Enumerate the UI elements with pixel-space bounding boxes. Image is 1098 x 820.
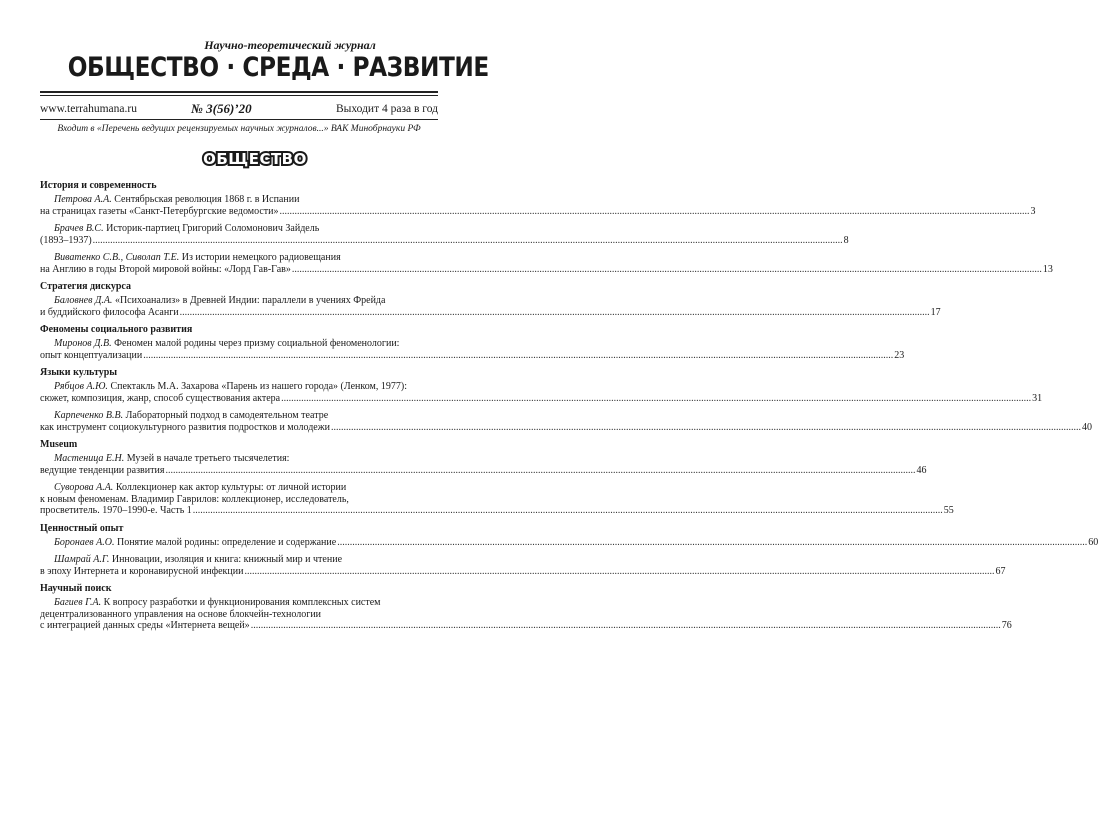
toc-entry-title-line: и буддийского философа Асанги	[40, 306, 179, 318]
toc-entry-line	[54, 252, 438, 264]
toc-entry-title-line: Инновации, изоляция и книга: книжный мир и чтение	[111, 554, 343, 565]
toc-page-number: 3	[1030, 205, 1036, 217]
toc-entry-line	[40, 421, 1092, 434]
toc-entry[interactable]	[54, 536, 1098, 549]
toc-entry-author: Мастеница Е.Н.	[54, 453, 125, 464]
toc-group	[40, 367, 1092, 433]
toc-category: Феномены социального развития	[40, 324, 193, 335]
toc-leader-dots: ............................................................................................................................................................................................................................................................................................................	[165, 464, 916, 476]
toc-entry-title-line: в эпоху Интернета и коронавирусной инфекции	[40, 565, 244, 577]
toc-entry-text	[40, 264, 291, 276]
toc-entry-line	[54, 453, 438, 465]
toc-entry-line	[40, 205, 1036, 218]
toc-page-number: 40	[1082, 421, 1092, 433]
header-rule-bottom	[40, 119, 438, 120]
toc-group	[40, 522, 1098, 578]
toc-entry-text	[40, 235, 92, 247]
toc-entry-line	[54, 338, 438, 350]
toc-entry-text	[54, 537, 336, 549]
toc-category: Языки культуры	[40, 367, 118, 378]
toc-entry-line	[54, 597, 438, 609]
toc-page-number: 13	[1042, 263, 1053, 275]
toc-group	[40, 180, 1053, 275]
toc-entry-line	[40, 609, 438, 621]
toc-entry-title-line: (1893–1937)	[40, 234, 92, 246]
toc-leader-dots: ............................................................................................................................................................................................................................................................................................................	[192, 505, 943, 516]
toc-entry[interactable]	[40, 223, 849, 246]
toc-entry-author: Рябцов А.Ю.	[54, 381, 108, 392]
header-rule-top	[40, 91, 438, 93]
toc-entry-title-line: Музей в начале третьего тысячелетия:	[126, 453, 290, 464]
toc-entry-title-line: просветитель. 1970–1990-е. Часть 1	[40, 505, 192, 516]
toc-entry-line	[40, 392, 1043, 405]
website-link[interactable]: www.terrahumana.ru	[40, 103, 137, 115]
journal-type: Научно-теоретический журнал	[204, 38, 376, 52]
table-of-contents	[40, 180, 1098, 638]
toc-entry-author: Виватенко С.В., Сиволап Т.Е.	[54, 252, 180, 263]
toc-entry-title-line: Историк-партиец Григорий Соломонович Зайдель	[106, 223, 320, 234]
toc-entry-author: Боронаев А.О.	[54, 536, 115, 548]
toc-entry[interactable]	[40, 381, 1043, 404]
toc-entry-line	[54, 381, 438, 393]
toc-entry[interactable]	[40, 194, 1036, 217]
toc-entry-title-line: опыт концептуализации	[40, 349, 143, 361]
toc-entry-title-line: на страницах газеты «Санкт-Петербургские ведомости»	[40, 205, 279, 217]
toc-category: Стратегия дискурса	[40, 281, 131, 292]
toc-entry[interactable]	[40, 338, 905, 361]
toc-leader-dots: ............................................................................................................................................................................................................................................................................................................	[291, 263, 1042, 275]
toc-entry-author: Багиев Г.А.	[54, 597, 102, 608]
toc-entry-line	[54, 482, 438, 494]
toc-entry-title-line: Сентябрьская революция 1868 г. в Испании	[114, 194, 300, 205]
toc-leader-dots: ............................................................................................................................................................................................................................................................................................................	[143, 349, 894, 361]
toc-entry-line	[40, 349, 905, 362]
toc-leader-dots: ............................................................................................................................................................................................................................................................................................................	[250, 620, 1001, 631]
toc-entry-text	[40, 350, 142, 362]
publication-frequency: Выходит 4 раза в год	[335, 103, 438, 115]
toc-entry-line	[54, 536, 1098, 549]
toc-group	[40, 439, 954, 517]
toc-page-number: 55	[943, 505, 954, 516]
toc-leader-dots: ............................................................................................................................................................................................................................................................................................................	[92, 234, 843, 246]
toc-category: Museum	[40, 439, 78, 450]
toc-page-number: 8	[843, 234, 849, 246]
toc-entry-line	[40, 494, 438, 506]
toc-entry-author: Суворова А.А.	[54, 482, 114, 493]
toc-entry-text	[40, 393, 280, 405]
toc-entry-line	[40, 234, 849, 247]
toc-entry[interactable]	[40, 554, 1006, 577]
toc-entry-text	[40, 620, 250, 632]
toc-entry[interactable]	[40, 597, 1012, 632]
toc-entry-title-line: ведущие тенденции развития	[40, 464, 165, 476]
toc-category: Ценностный опыт	[40, 522, 124, 534]
toc-leader-dots: ............................................................................................................................................................................................................................................................................................................	[337, 536, 1088, 548]
toc-entry-title-line: к новым феноменам. Владимир Гаврилов: коллекционер, исследователь,	[40, 493, 349, 505]
toc-entry[interactable]	[40, 295, 941, 318]
toc-entry-title-line: Из истории немецкого радиовещания	[181, 252, 341, 263]
toc-entry[interactable]	[40, 252, 1053, 275]
toc-entry-text	[40, 465, 164, 477]
toc-entry-title-line: «Психоанализ» в Древней Индии: параллели в учениях Фрейда	[114, 295, 386, 306]
toc-entry-line	[40, 263, 1053, 276]
journal-title: ОБЩЕСТВО · СРЕДА · РАЗВИТИЕ	[67, 52, 489, 83]
toc-page-number: 76	[1001, 620, 1012, 631]
toc-page-number: 67	[995, 565, 1006, 577]
toc-entry[interactable]	[40, 482, 954, 517]
toc-group	[40, 281, 941, 318]
toc-entry-author: Брачев В.С.	[54, 223, 104, 234]
indexing-note: Входит в «Перечень ведущих рецензируемых научных журналов...» ВАК Минобрнауки РФ	[57, 124, 421, 134]
toc-category: Научный поиск	[40, 583, 112, 594]
toc-entry-text	[40, 566, 243, 578]
toc-entry-title-line: Понятие малой родины: определение и содержание	[116, 536, 337, 548]
toc-entry-line	[40, 620, 1012, 632]
toc-entry-author: Миронов Д.В.	[54, 338, 112, 349]
toc-category: История и современность	[40, 180, 157, 191]
toc-page-number: 46	[916, 464, 927, 476]
toc-entry-line	[54, 554, 438, 566]
toc-leader-dots: ............................................................................................................................................................................................................................................................................................................	[244, 565, 995, 577]
toc-group	[40, 324, 905, 361]
toc-leader-dots: ............................................................................................................................................................................................................................................................................................................	[281, 392, 1032, 404]
toc-leader-dots: ............................................................................................................................................................................................................................................................................................................	[179, 306, 930, 318]
section-title: ОБЩЕСТВО	[203, 150, 307, 168]
toc-entry-title-line: с интеграцией данных среды «Интернета вещей»	[40, 620, 250, 631]
toc-entry-author: Шамрай А.Г.	[54, 554, 110, 565]
toc-entry-title-line: Коллекционер как актор культуры: от личной истории	[115, 482, 347, 493]
issue-number: № 3(56)’20	[191, 101, 252, 116]
toc-entry-line	[40, 565, 1006, 578]
toc-entry-title-line: Феномен малой родины через призму социальной феноменологии:	[114, 338, 400, 349]
toc-entry-line	[54, 410, 438, 422]
toc-entry-title-line: как инструмент социокультурного развития подростков и молодежи	[40, 421, 330, 433]
toc-entry-title-line: Лабораторный подход в самодеятельном театре	[125, 410, 329, 421]
toc-entry-author: Баловнев Д.А.	[54, 295, 113, 306]
toc-entry-text	[40, 422, 330, 434]
toc-entry-line	[40, 505, 954, 517]
toc-entry-text	[40, 505, 192, 517]
toc-entry[interactable]	[40, 453, 927, 476]
toc-entry-title-line: Спектакль М.А. Захарова «Парень из нашего города» (Ленком, 1977):	[110, 381, 407, 392]
toc-entry-author: Карпеченко В.В.	[54, 410, 124, 421]
toc-page-number: 31	[1032, 392, 1043, 404]
toc-page-number: 23	[894, 349, 905, 361]
toc-entry-title-line: на Англию в годы Второй мировой войны: «Лорд Гав-Гав»	[40, 263, 291, 275]
toc-entry-line	[40, 306, 941, 319]
toc-group	[40, 583, 1012, 632]
toc-leader-dots: ............................................................................................................................................................................................................................................................................................................	[279, 205, 1030, 217]
toc-entry-line	[54, 223, 438, 235]
toc-entry-line	[40, 464, 927, 477]
header-rule-thin	[40, 95, 438, 96]
toc-entry-line	[54, 295, 438, 307]
toc-entry-text	[40, 206, 279, 218]
toc-entry-title-line: сюжет, композиция, жанр, способ существования актера	[40, 392, 281, 404]
toc-entry-text	[40, 307, 179, 319]
toc-entry-line	[54, 194, 438, 206]
toc-entry[interactable]	[40, 410, 1092, 433]
toc-entry-title-line: К вопросу разработки и функционирования комплексных систем	[103, 597, 381, 608]
toc-leader-dots: ............................................................................................................................................................................................................................................................................................................	[331, 421, 1081, 433]
toc-entry-author: Петрова А.А.	[54, 194, 112, 205]
toc-entry-title-line: децентрализованного управления на основе блокчейн-технологии	[40, 608, 322, 620]
toc-page-number: 60	[1088, 536, 1098, 548]
toc-page-number: 17	[930, 306, 941, 318]
